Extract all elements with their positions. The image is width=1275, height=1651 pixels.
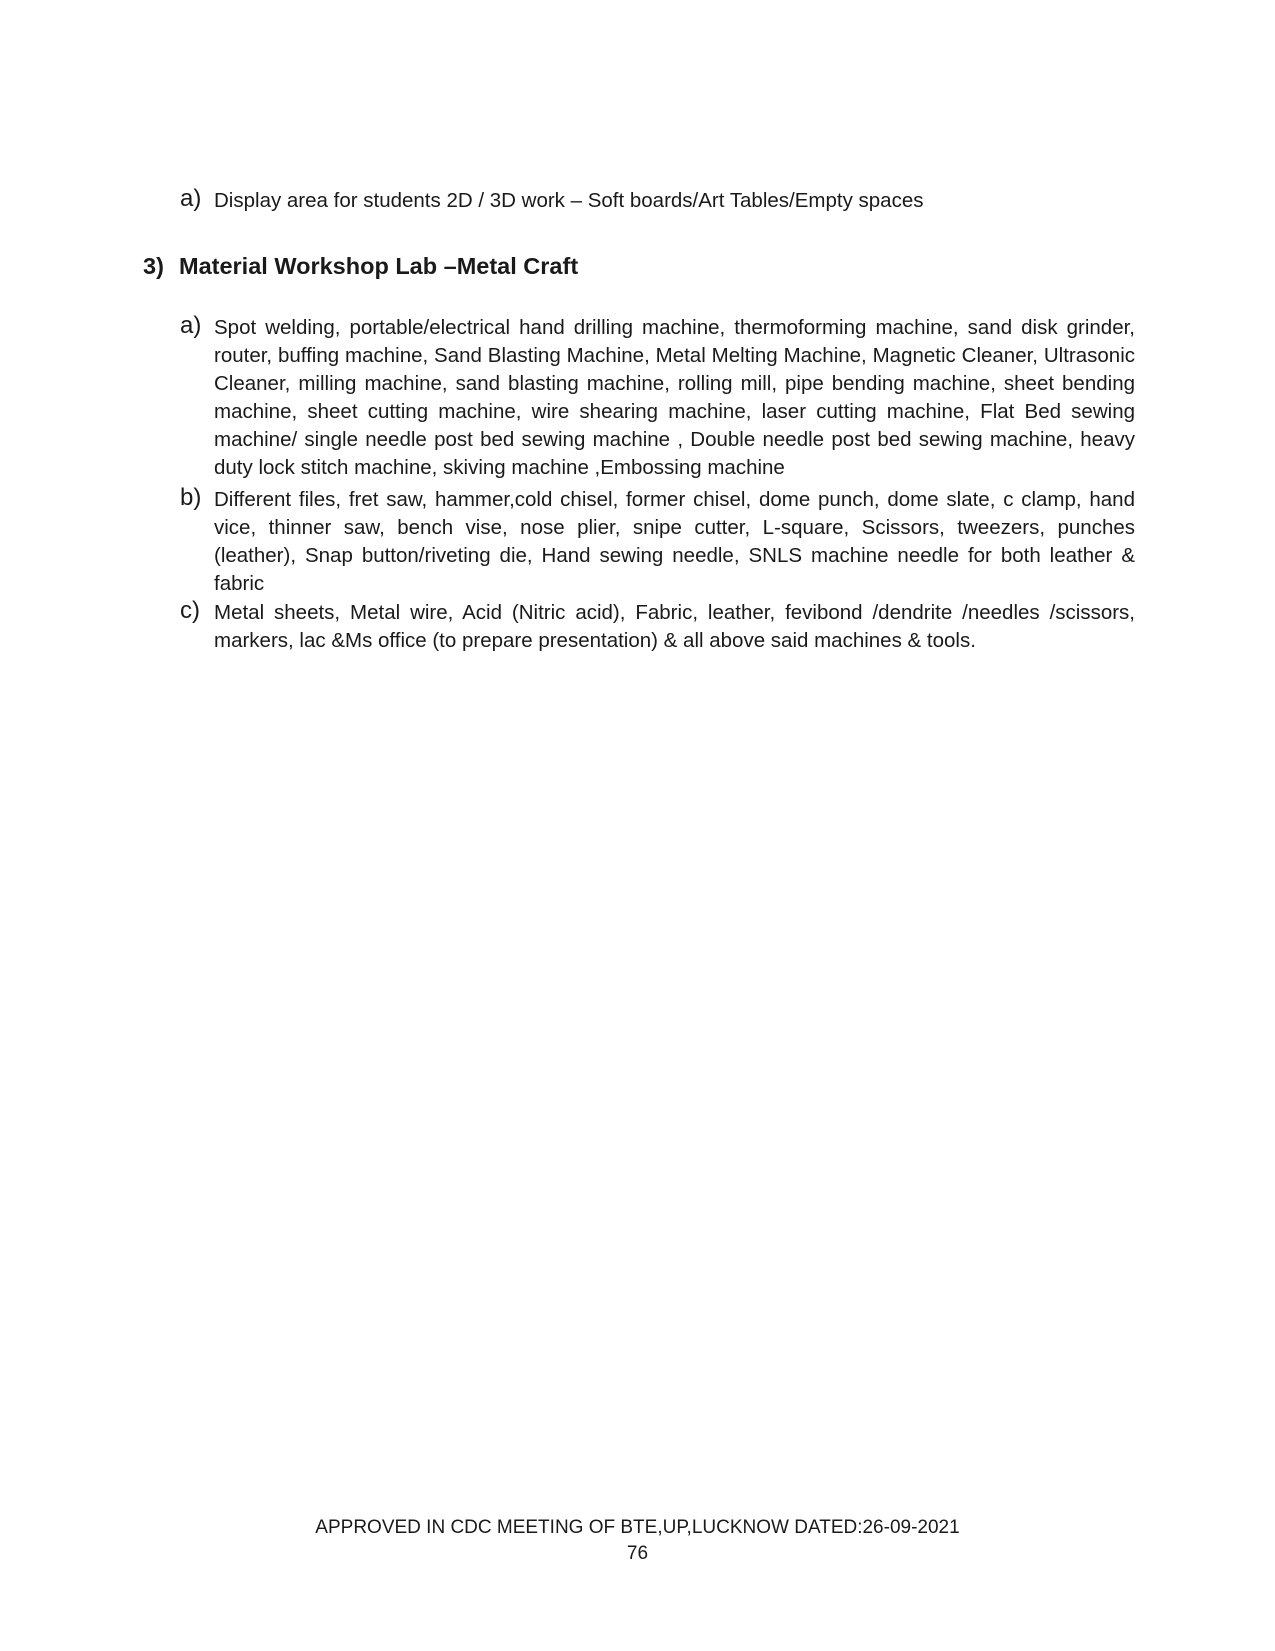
section-number: 3) xyxy=(143,253,164,279)
list-item-text: Display area for students 2D / 3D work – Soft boards/Art Tables/Empty spaces xyxy=(214,189,924,212)
section-item-c xyxy=(180,599,1135,655)
section-heading xyxy=(143,250,578,282)
list-marker: a) xyxy=(180,312,202,339)
section-title: Material Workshop Lab –Metal Craft xyxy=(179,253,579,279)
list-item-text: Metal sheets, Metal wire, Acid (Nitric acid), Fabric, leather, fevibond /dendrite /needles /scissors, markers, lac &Ms office (to prepare presentation) & all above said machines & tools. xyxy=(214,601,1135,652)
section-item-b xyxy=(180,486,1135,598)
section-item-a xyxy=(180,314,1135,482)
list-marker: a) xyxy=(180,185,202,212)
list-item-text: Different files, fret saw, hammer,cold chisel, former chisel, dome punch, dome slate, c clamp, hand vice, thinner saw, bench vise, nose plier, snipe cutter, L-square, Scissors, tweezers, punches (leather), Snap button/riveting die, Hand sewing needle, SNLS machine needle for both leather & fabric xyxy=(214,488,1135,595)
footer-page-number: 76 xyxy=(626,1543,649,1564)
list-item-text: Spot welding, portable/electrical hand drilling machine, thermoforming machine, sand disk grinder, router, buffing machine, Sand Blasting Machine, Metal Melting Machine, Magnetic Cleaner, Ultrasonic Cleaner, milling machine, sand blasting machine, rolling mill, pipe bending machine, sheet bending machine, sheet cutting machine, wire shearing machine, laser cutting machine, Flat Bed sewing machine/ single needle post bed sewing machine , Double needle post bed sewing machine, heavy duty lock stitch machine, skiving machine ,Embossing machine xyxy=(214,316,1135,479)
footer-approval: APPROVED IN CDC MEETING OF BTE,UP,LUCKNOW DATED:26-09-2021 xyxy=(315,1517,960,1538)
list-marker: b) xyxy=(180,484,202,511)
intro-list-item xyxy=(180,187,1135,215)
list-marker: c) xyxy=(180,597,200,624)
